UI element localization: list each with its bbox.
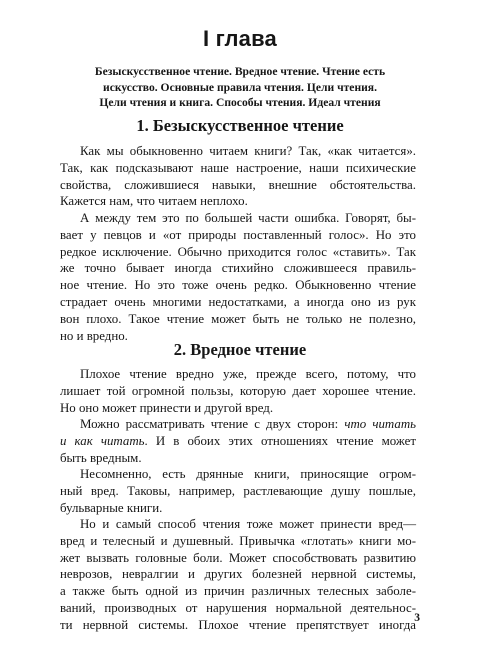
summary-line: Цели чтения и книга. Способы чтения. Идеал чтения bbox=[99, 96, 381, 109]
text-line: Как мы обыкновенно читаем книги? Так, «как читается». bbox=[80, 144, 416, 158]
text-line: но и вредно. bbox=[60, 328, 128, 343]
section-heading-1: 1. Безыскусственное чтение bbox=[136, 116, 344, 135]
text-line: вон плохо. Такое чтение может быть не только не полезно, bbox=[60, 311, 416, 326]
page-number: 3 bbox=[414, 612, 420, 624]
text-line: Плохое чтение вредно уже, прежде всего, потому, что bbox=[80, 367, 416, 381]
paragraph bbox=[60, 416, 416, 466]
text-line bbox=[60, 416, 416, 433]
summary-line: Безыскусственное чтение. Вредное чтение. Чтение есть bbox=[94, 65, 386, 78]
text-line: бульварные книги. bbox=[60, 500, 163, 515]
chapter-summary bbox=[56, 64, 424, 111]
text-line: неврозов, невралгии и других болезней нервной системы, bbox=[60, 567, 416, 582]
text-line bbox=[60, 433, 416, 450]
text-line: Несомненно, есть дрянные книги, приносящие огром- bbox=[80, 467, 416, 481]
text-line: быть вредным. bbox=[60, 450, 142, 465]
text-line: ный вред. Таковы, например, растлевающие душу пошлые, bbox=[60, 483, 416, 498]
section-heading-2: 2. Вредное чтение bbox=[173, 340, 307, 359]
emphasis-text: и как читать bbox=[60, 433, 145, 448]
text-line: Но оно может принести и другой вред. bbox=[60, 400, 274, 415]
text-run: . И в обоих этих отношениях чтение может bbox=[144, 433, 416, 448]
text-line: редкое исключение. Обычно приходится голос «ставить». Так bbox=[60, 244, 416, 259]
text-line: ное чтение. Но это тоже очень редко. Обыкновенно чтение bbox=[60, 278, 416, 293]
text-run: Можно рассматривать чтение с двух сторон: bbox=[80, 417, 345, 431]
text-line: страдает очень многими недостатками, а иногда оно из рук bbox=[60, 294, 416, 309]
text-line: а также быть одной из причин различных телесных заболе- bbox=[60, 584, 416, 599]
text-line: Так, как подсказывают наше настроение, наши психические bbox=[60, 160, 416, 175]
summary-line: искусство. Основные правила чтения. Цели чтения. bbox=[103, 80, 377, 94]
text-line: ваний, производных от нарушения нормальной деятельнос- bbox=[60, 600, 416, 615]
text-line: вает у певцов и «от природы поставленный голос». Но это bbox=[60, 227, 416, 242]
text-line: А между тем это по большей части ошибка. Говорят, бы- bbox=[80, 211, 416, 225]
text-line: Но и самый способ чтения тоже может принести вред— bbox=[80, 517, 416, 531]
text-line: ти нервной системы. Плохое чтение препятствует иногда bbox=[60, 617, 416, 632]
paragraph bbox=[60, 366, 416, 416]
paragraph bbox=[60, 466, 416, 516]
emphasis-text: что читать bbox=[344, 417, 416, 431]
paragraph bbox=[60, 516, 416, 634]
text-line: жет вызвать головные боли. Может способствовать развитию bbox=[60, 550, 416, 565]
text-line: лишает той огромной пользы, которую дает хорошее чтение. bbox=[60, 383, 416, 398]
text-line: свойства, сложившиеся навыки, внешние обстоятельства. bbox=[60, 177, 416, 192]
paragraph bbox=[60, 210, 416, 344]
text-line: вред и телесный и душевный. Привычка «глотать» книги мо- bbox=[60, 533, 416, 548]
text-line: Кажется нам, что читаем неплохо. bbox=[60, 194, 248, 209]
paragraph bbox=[60, 143, 416, 210]
text-line: же точно бывает иногда стихийно сложившееся правиль- bbox=[60, 261, 416, 276]
chapter-title: I глава bbox=[203, 26, 277, 51]
